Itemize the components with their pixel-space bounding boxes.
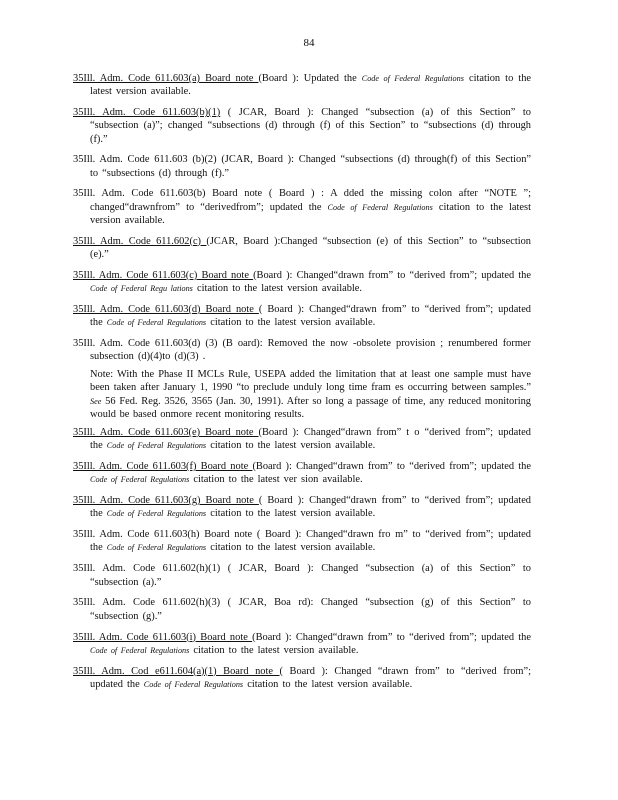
amendment-entry — [73, 596, 531, 622]
entry-text: (Board ): Changed“drawn from” t o “derived from”; updated the — [90, 426, 531, 452]
entry-tail: citation to the latest version available. — [206, 508, 376, 520]
entry-text: ( JCAR, Board ): Changed “subsection (a) of this Section” to “subsection (a)”; changed “subsections (d) through (f) of this Section” to “subsections (d) through (f).” — [90, 107, 531, 145]
entry-citation: 35Ill. Adm. Code 611.603(d) Board note — [73, 303, 259, 315]
entry-text: ( Board ): Changed“drawn from” to “derived from”; updated the — [90, 303, 532, 329]
entry-citation: 35Ill. Adm. Code 611.603(b) Board note — [73, 188, 263, 200]
note-text-a: Note: With the Phase II MCLs Rule, USEPA added the limitation that at least one sample must have been taken after January 1, 1990 “to preclude unduly long time fram es occurring between samples.” — [90, 369, 531, 394]
entry-cfr-title: Code of Federal Regulations — [90, 475, 190, 485]
entry-cfr-title: Code of Federal Regulations — [143, 679, 244, 689]
entry-text: (Board ): Changed“drawn from” to “derived from”; updated the — [252, 461, 531, 473]
entry-citation: 35Ill. Adm. Cod e611.604(a)(1) Board note — [73, 665, 280, 677]
entry-tail: citation to the latest version available. — [243, 678, 413, 690]
entry-citation: 35Ill. Adm. Code 611.603(i) Board note — [73, 631, 253, 643]
entry-text: ( Board ): Changed“drawn from” to “derived from”; updated the — [90, 495, 532, 520]
amendment-entry — [73, 72, 531, 98]
entries-group-2 — [73, 426, 531, 691]
entry-citation: 35Ill. Adm. Code 611.603(a) Board note — [73, 73, 259, 84]
entry-cfr-title: Code of Federal Regulations — [361, 74, 464, 83]
entry-cfr-title: Code of Federal Regulations — [106, 318, 207, 328]
entries-group-1 — [73, 72, 531, 363]
entry-cfr-title: Code of Federal Regulations — [327, 202, 433, 212]
amendment-entry — [73, 303, 531, 329]
entry-citation: 35Ill. Adm. Code 611.602(h)(1) — [73, 563, 221, 575]
amendment-entry — [73, 187, 531, 227]
entry-citation: 35Ill. Adm. Code 611.603(d) (3) (B oard): — [73, 338, 263, 350]
entry-cfr-title: Code of Federal Regulations — [106, 509, 207, 519]
entry-text: ( Board ): Changed“drawn fro m” to “derived from”; updated the — [90, 529, 531, 554]
entries-list — [73, 72, 531, 699]
entry-cfr-title: Code of Federal Regulations — [106, 543, 207, 553]
entry-tail: citation to the latest version available. — [90, 73, 532, 98]
amendment-entry — [73, 153, 531, 179]
entry-citation: 35Ill. Adm. Code 611.603(b)(1) — [73, 107, 221, 119]
entry-text: (Board ): Updated the — [258, 73, 362, 84]
entry-tail: citation to the latest version available. — [206, 317, 376, 329]
amendment-entry — [73, 665, 531, 691]
entry-text: ( Board ): Changed “drawn from” to “derived from”; updated the — [90, 665, 531, 690]
entry-text: Removed the now -obsolete provision ; renumbered former subsection (d)(4)to (d)(3) . — [90, 338, 531, 363]
entry-citation: 35Ill. Adm. Code 611.603(c) Board note — [73, 269, 254, 281]
entry-cfr-title: Code of Federal Regu lations — [90, 284, 193, 294]
entry-citation: 35Ill. Adm. Code 611.602(c) — [73, 235, 207, 247]
entry-tail: citation to the latest version available. — [90, 201, 531, 226]
amendment-entry — [73, 337, 531, 363]
amendment-entry — [73, 426, 531, 452]
page-number: 84 — [303, 37, 315, 49]
entry-citation: 35Ill. Adm. Code 611.603(e) Board note — [73, 426, 259, 438]
amendment-entry — [73, 269, 531, 295]
entry-citation: 35Ill. Adm. Code 611.603 (b)(2) — [73, 154, 217, 166]
amendment-entry — [73, 562, 531, 588]
entry-text: (JCAR, Board ): Changed “subsections (d) through(f) of this Section” to “subsections (d) through (f).” — [90, 154, 532, 179]
entry-tail: citation to the latest version available. — [192, 283, 363, 295]
amendment-entry — [73, 528, 531, 554]
entry-tail: citation to the latest version available. — [189, 644, 359, 656]
entry-tail: citation to the latest ver sion available. — [189, 474, 363, 486]
note-text-b: 56 Fed. Reg. 3526, 3565 (Jan. 30, 1991). After so long a passage of time, any reduced monitoring would be based onmore recent monitoring results. — [90, 395, 531, 420]
entry-text: ( JCAR, Boa rd): Changed “subsection (g) of this Section” to “subsection (g).” — [90, 597, 531, 622]
entry-citation: 35Ill. Adm. Code 611.603(f) Board note — [73, 461, 253, 473]
amendment-entry — [73, 106, 531, 146]
note-paragraph — [90, 368, 531, 421]
entry-tail: citation to the latest version available. — [206, 542, 376, 554]
entry-text: ( Board ) : A dded the missing colon after “NOTE ”; changed“drawnfrom” to “derivedfrom”; updated the — [90, 188, 531, 213]
entry-text: (Board ): Changed“drawn from” to “derived from”; updated the — [253, 269, 531, 281]
entry-text: (JCAR, Board ):Changed “subsection (e) of this Section” to “subsection (e).” — [90, 235, 531, 260]
amendment-entry — [73, 494, 531, 520]
entry-cfr-title: Code of Federal Regulations — [90, 645, 190, 655]
entry-text: ( JCAR, Board ): Changed “subsection (a) of this Section” to “subsection (a).” — [90, 563, 531, 588]
entry-citation: 35Ill. Adm. Code 611.603(g) Board note — [73, 495, 259, 507]
amendment-entry — [73, 631, 531, 657]
note-see: See — [90, 396, 102, 406]
entry-tail: citation to the latest version available. — [206, 440, 376, 452]
entry-cfr-title: Code of Federal Regulations — [106, 441, 207, 451]
entry-text: (Board ): Changed“drawn from” to “derived from”; updated the — [252, 631, 531, 643]
amendment-entry — [73, 460, 531, 486]
entry-citation: 35Ill. Adm. Code 611.603(h) Board note — [73, 529, 253, 541]
amendment-entry — [73, 235, 531, 261]
entry-citation: 35Ill. Adm. Code 611.602(h)(3) — [73, 597, 221, 609]
